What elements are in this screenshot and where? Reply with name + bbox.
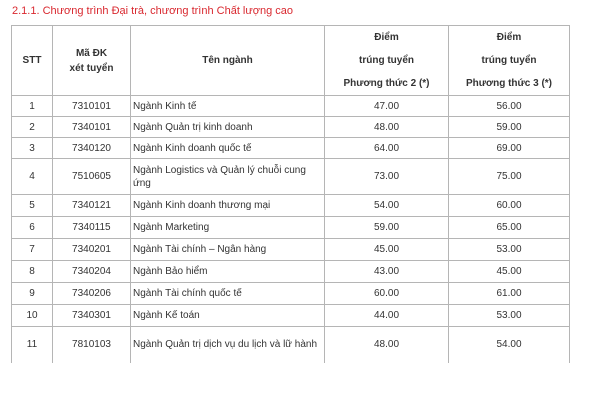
header-ten-nganh: Tên ngành: [131, 26, 325, 96]
cell-diem-pt2: 48.00: [325, 117, 449, 138]
cell-ten-nganh: Ngành Quản trị dịch vụ du lịch và lữ hành: [131, 327, 325, 363]
cell-diem-pt2: 54.00: [325, 195, 449, 217]
table-row: [12, 261, 570, 283]
cell-diem-pt3: 75.00: [449, 159, 570, 195]
cell-stt: 9: [12, 283, 53, 305]
cell-stt: 1: [12, 96, 53, 117]
cell-ma-dk: 7810103: [53, 327, 131, 363]
cell-ma-dk: 7340120: [53, 138, 131, 159]
table-row: [12, 239, 570, 261]
cell-diem-pt2: 60.00: [325, 283, 449, 305]
cell-ten-nganh: Ngành Logistics và Quản lý chuỗi cung ứng: [131, 159, 325, 195]
cell-diem-pt3: 69.00: [449, 138, 570, 159]
table-row: [12, 283, 570, 305]
cell-ten-nganh: Ngành Bảo hiểm: [131, 261, 325, 283]
cell-ma-dk: 7340201: [53, 239, 131, 261]
header-pt2-line2: trúng tuyển: [359, 55, 414, 66]
cell-stt: 3: [12, 138, 53, 159]
cell-ten-nganh: Ngành Kinh tế: [131, 96, 325, 117]
header-ma-dk-line1: Mã ĐK: [75, 47, 108, 59]
cell-ma-dk: 7310101: [53, 96, 131, 117]
cell-diem-pt3: 59.00: [449, 117, 570, 138]
table-header-row: [12, 26, 570, 96]
cell-ma-dk: 7340101: [53, 117, 131, 138]
header-pt3-line1: Điểm: [496, 32, 522, 43]
cell-stt: 11: [12, 327, 53, 363]
cell-diem-pt3: 53.00: [449, 239, 570, 261]
cell-ten-nganh: Ngành Quản trị kinh doanh: [131, 117, 325, 138]
cell-stt: 7: [12, 239, 53, 261]
cell-stt: 6: [12, 217, 53, 239]
table-row: [12, 327, 570, 363]
cell-ma-dk: 7510605: [53, 159, 131, 195]
cell-stt: 4: [12, 159, 53, 195]
cell-diem-pt3: 53.00: [449, 305, 570, 327]
table-row: [12, 195, 570, 217]
cell-ten-nganh: Ngành Kinh doanh quốc tế: [131, 138, 325, 159]
cell-diem-pt3: 54.00: [449, 327, 570, 363]
cell-diem-pt3: 65.00: [449, 217, 570, 239]
cell-diem-pt2: 44.00: [325, 305, 449, 327]
table-row: [12, 96, 570, 117]
cell-stt: 8: [12, 261, 53, 283]
header-phuong-thuc-3: [449, 26, 570, 96]
table-row: [12, 159, 570, 195]
cell-diem-pt2: 43.00: [325, 261, 449, 283]
cell-ten-nganh: Ngành Tài chính – Ngân hàng: [131, 239, 325, 261]
header-pt3-line2: trúng tuyển: [481, 55, 537, 66]
admission-scores-table: [11, 25, 570, 363]
cell-diem-pt2: 47.00: [325, 96, 449, 117]
header-ma-dk-line2: xét tuyển: [69, 62, 114, 74]
header-pt2-line3: Phương thức 2 (*): [343, 78, 430, 89]
table-row: [12, 305, 570, 327]
cell-diem-pt2: 73.00: [325, 159, 449, 195]
cell-ma-dk: 7340204: [53, 261, 131, 283]
cell-diem-pt3: 61.00: [449, 283, 570, 305]
cell-stt: 10: [12, 305, 53, 327]
header-pt3-line3: Phương thức 3 (*): [465, 78, 553, 89]
cell-ma-dk: 7340206: [53, 283, 131, 305]
cell-diem-pt2: 48.00: [325, 327, 449, 363]
header-stt: STT: [12, 26, 53, 96]
cell-diem-pt2: 64.00: [325, 138, 449, 159]
cell-ten-nganh: Ngành Marketing: [131, 217, 325, 239]
cell-diem-pt3: 45.00: [449, 261, 570, 283]
cell-stt: 5: [12, 195, 53, 217]
table-row: [12, 117, 570, 138]
table-row: [12, 138, 570, 159]
cell-diem-pt3: 56.00: [449, 96, 570, 117]
header-ma-dk: [53, 26, 131, 96]
cell-ma-dk: 7340301: [53, 305, 131, 327]
cell-ten-nganh: Ngành Tài chính quốc tế: [131, 283, 325, 305]
cell-diem-pt2: 45.00: [325, 239, 449, 261]
header-pt2-line1: Điểm: [374, 32, 399, 43]
cell-ten-nganh: Ngành Kế toán: [131, 305, 325, 327]
cell-ten-nganh: Ngành Kinh doanh thương mại: [131, 195, 325, 217]
cell-stt: 2: [12, 117, 53, 138]
cell-ma-dk: 7340115: [53, 217, 131, 239]
header-phuong-thuc-2: [325, 26, 449, 96]
cell-diem-pt3: 60.00: [449, 195, 570, 217]
cell-diem-pt2: 59.00: [325, 217, 449, 239]
cell-ma-dk: 7340121: [53, 195, 131, 217]
section-title: 2.1.1. Chương trình Đại trà, chương trình Chất lượng cao: [12, 5, 293, 17]
table-row: [12, 217, 570, 239]
